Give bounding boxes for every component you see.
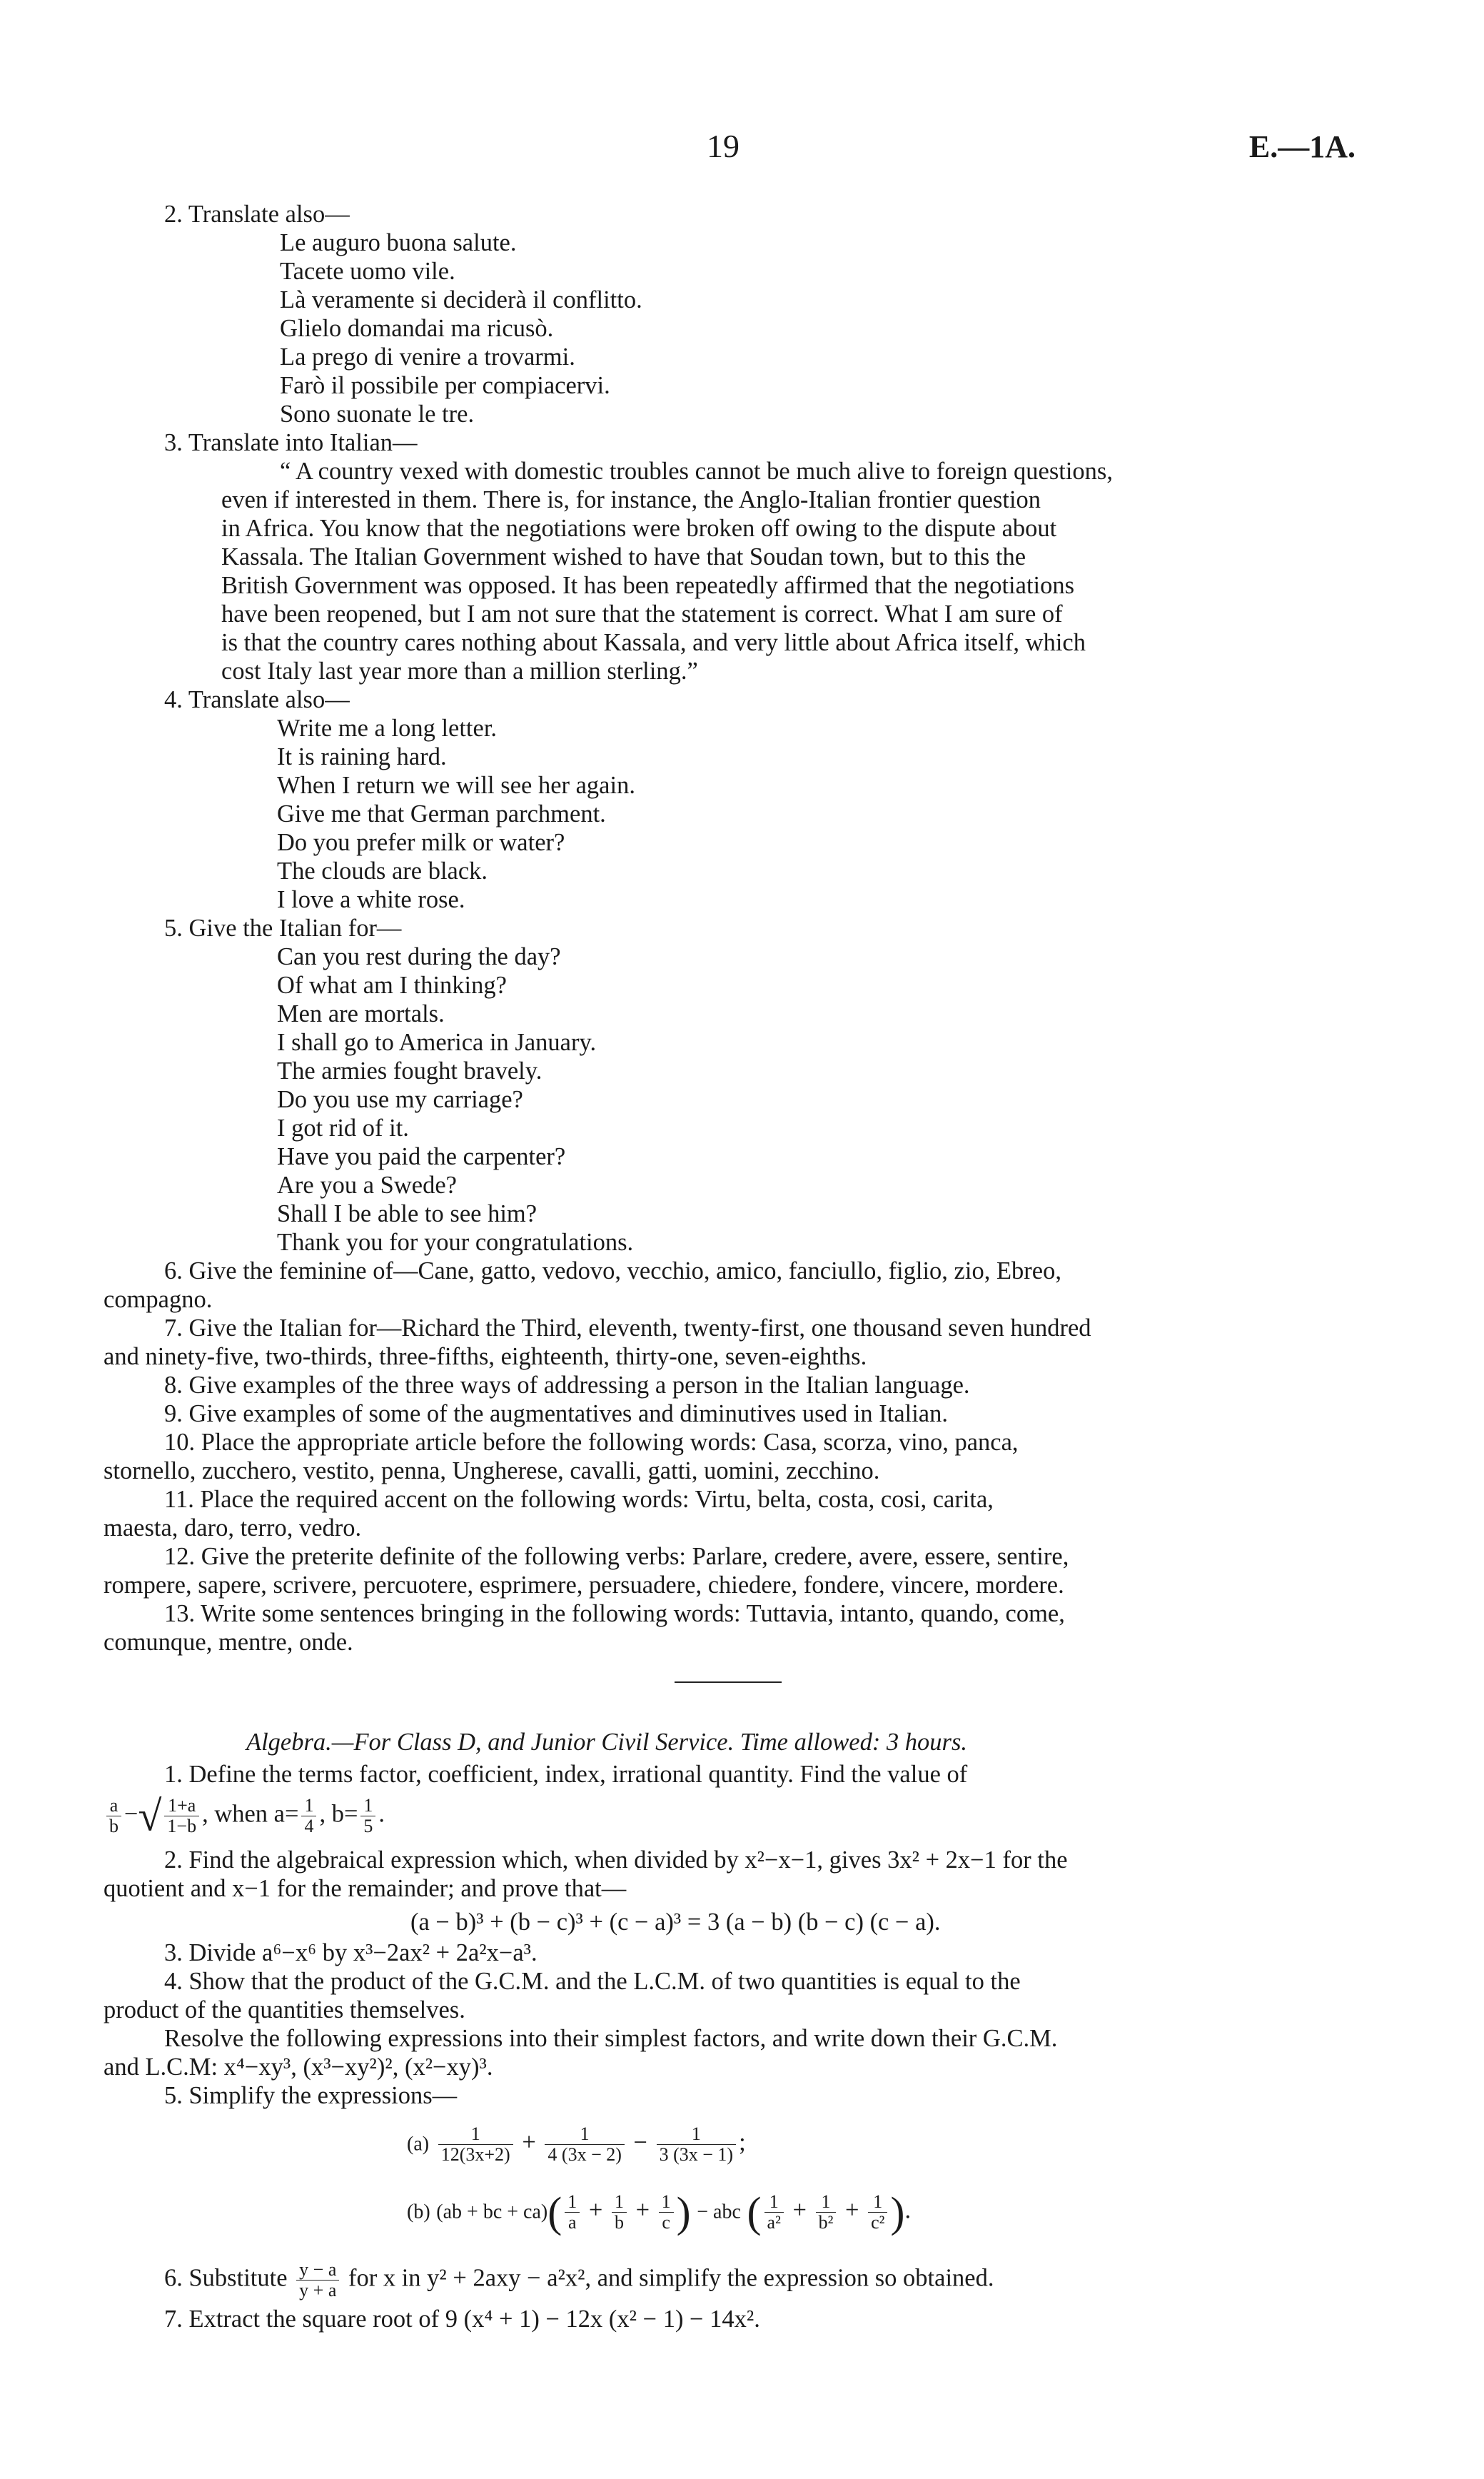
q2-title: 2. Translate also— xyxy=(164,201,350,228)
a4-line3: Resolve the following expressions into their simplest factors, and write down their G.C.M. xyxy=(164,2025,1058,2052)
a2-line1: 2. Find the algebraical expression which, when divided by x²−x−1, gives 3x² + 2x−1 for the xyxy=(164,1846,1068,1874)
a2-identity: (a − b)³ + (b − c)³ + (c − a)³ = 3 (a − b) (b − c) (c − a). xyxy=(410,1909,941,1936)
q11-line2: maesta, daro, terro, vedro. xyxy=(104,1514,362,1542)
q4-title: 4. Translate also— xyxy=(164,686,350,713)
q4-line: The clouds are black. xyxy=(277,858,488,885)
a1-line1: 1. Define the terms factor, coefficient, index, irrational quantity. Find the value of xyxy=(164,1761,968,1788)
q11-line1: 11. Place the required accent on the following words: Virtu, belta, costa, cosi, carita, xyxy=(164,1486,994,1513)
q3-line: in Africa. You know that the negotiations were broken off owing to the dispute about xyxy=(221,515,1057,542)
q4-line: I love a white rose. xyxy=(277,886,465,913)
q5-line: Can you rest during the day? xyxy=(277,943,561,970)
a4-line2: product of the quantities themselves. xyxy=(104,1996,465,2023)
q5-line: Of what am I thinking? xyxy=(277,972,507,999)
section-divider xyxy=(675,1681,782,1683)
a1-expression: $\frac{a}{b}$ −√ $\frac{1+a}{1-b}$ , when a= $\frac{1}{4}$ , b= $\frac{1}{5}$ . xyxy=(104,1796,385,1836)
q5-line: Shall I be able to see him? xyxy=(277,1200,537,1227)
q9: 9. Give examples of some of the augmentatives and diminutives used in Italian. xyxy=(164,1400,948,1427)
q10-line2: stornello, zucchero, vestito, penna, Ungherese, cavalli, gatti, uomini, zecchino. xyxy=(104,1457,880,1484)
q8: 8. Give examples of the three ways of addressing a person in the Italian language. xyxy=(164,1372,970,1399)
q12-line1: 12. Give the preterite definite of the following verbs: Parlare, credere, avere, essere, sentire, xyxy=(164,1543,1069,1570)
q5-line: I shall go to America in January. xyxy=(277,1029,597,1056)
q12-line2: rompere, sapere, scrivere, percuotere, esprimere, persuadere, chiedere, fondere, vincere, mordere. xyxy=(104,1572,1064,1599)
q7-line2: and ninety-five, two-thirds, three-fifths, eighteenth, thirty-one, seven-eighths. xyxy=(104,1343,867,1370)
q3-line: “ A country vexed with domestic troubles cannot be much alive to foreign questions, xyxy=(280,458,1113,485)
q3-line: cost Italy last year more than a million sterling.” xyxy=(221,658,698,685)
q3-title: 3. Translate into Italian— xyxy=(164,429,418,456)
a4-line1: 4. Show that the product of the G.C.M. and the L.C.M. of two quantities is equal to the xyxy=(164,1968,1021,1995)
document-reference: E.—1A. xyxy=(1248,129,1356,164)
a3: 3. Divide a⁶−x⁶ by x³−2ax² + 2a²x−a³. xyxy=(164,1939,537,1966)
q3-line: have been reopened, but I am not sure that the statement is correct. What I am sure of xyxy=(221,600,1063,628)
q4-line: It is raining hard. xyxy=(277,743,447,770)
q2-line: La prego di venire a trovarmi. xyxy=(280,343,575,371)
q2-line: Là veramente si deciderà il conflitto. xyxy=(280,286,642,313)
a4-line4: and L.C.M: x⁴−xy³, (x³−xy²)², (x²−xy)³. xyxy=(104,2053,493,2081)
q13-line2: comunque, mentre, onde. xyxy=(104,1629,353,1656)
q4-line: When I return we will see her again. xyxy=(277,772,635,799)
q3-line: British Government was opposed. It has been repeatedly affirmed that the negotiations xyxy=(221,572,1075,599)
q13-line1: 13. Write some sentences bringing in the following words: Tuttavia, intanto, quando, come, xyxy=(164,1600,1065,1627)
q3-line: is that the country cares nothing about Kassala, and very little about Africa itself, which xyxy=(221,629,1086,656)
q5-line: Have you paid the carpenter? xyxy=(277,1143,566,1170)
q2-line: Glielo domandai ma ricusò. xyxy=(280,315,554,342)
q4-line: Give me that German parchment. xyxy=(277,800,606,828)
a5-expression-a: (a) $\frac{1}{12(3x+2)}$ + $\frac{1}{4 (3x - 2)}$ − $\frac{1}{3 (3x - 1)}$ ; xyxy=(407,2123,746,2165)
q5-line: Men are mortals. xyxy=(277,1000,445,1027)
q2-line: Farò il possibile per compiacervi. xyxy=(280,372,610,399)
page-number: 19 xyxy=(707,128,740,164)
q5-line: Do you use my carriage? xyxy=(277,1086,523,1113)
q3-line: Kassala. The Italian Government wished to have that Soudan town, but to this the xyxy=(221,543,1026,570)
q4-line: Do you prefer milk or water? xyxy=(277,829,565,856)
q5-line: Thank you for your congratulations. xyxy=(277,1229,634,1256)
a7: 7. Extract the square root of 9 (x⁴ + 1) − 12x (x² − 1) − 14x². xyxy=(164,2305,760,2333)
q10-line1: 10. Place the appropriate article before the following words: Casa, scorza, vino, panca, xyxy=(164,1429,1019,1456)
q5-line: I got rid of it. xyxy=(277,1115,409,1142)
q2-line: Le auguro buona salute. xyxy=(280,229,517,256)
a2-line2: quotient and x−1 for the remainder; and prove that— xyxy=(104,1875,627,1902)
a6: 6. Substitute $\frac{y - a}{y + a}$ for x in y² + 2axy − a²x², and simplify the expression so obtained. xyxy=(164,2259,994,2301)
q5-line: The armies fought bravely. xyxy=(277,1057,542,1085)
q6-line1: 6. Give the feminine of—Cane, gatto, vedovo, vecchio, amico, fanciullo, figlio, zio, Ebreo, xyxy=(164,1257,1061,1284)
q4-line: Write me a long letter. xyxy=(277,715,498,742)
q2-line: Sono suonate le tre. xyxy=(280,401,475,428)
a5-expression-b: (b) (ab + bc + ca)( $\frac{1}{a}$ + $\frac{1}{b}$ + $\frac{1}{c}$ ) − abc ( $\frac{1}{\text{a²}}$ + $\frac{1}{\text{b²}}$ + $\frac{1}{\text{c²}}$ ). xyxy=(407,2188,912,2236)
q5-line: Are you a Swede? xyxy=(277,1172,457,1199)
q7-line1: 7. Give the Italian for—Richard the Third, eleventh, twenty-first, one thousand seven hundred xyxy=(164,1314,1091,1342)
a5-title: 5. Simplify the expressions— xyxy=(164,2082,458,2109)
q6-line2: compagno. xyxy=(104,1286,213,1313)
q2-line: Tacete uomo vile. xyxy=(280,258,455,285)
q5-title: 5. Give the Italian for— xyxy=(164,915,402,942)
algebra-heading: Algebra.—For Class D, and Junior Civil Service. Time allowed: 3 hours. xyxy=(246,1729,968,1756)
q3-line: even if interested in them. There is, for instance, the Anglo-Italian frontier question xyxy=(221,486,1041,513)
